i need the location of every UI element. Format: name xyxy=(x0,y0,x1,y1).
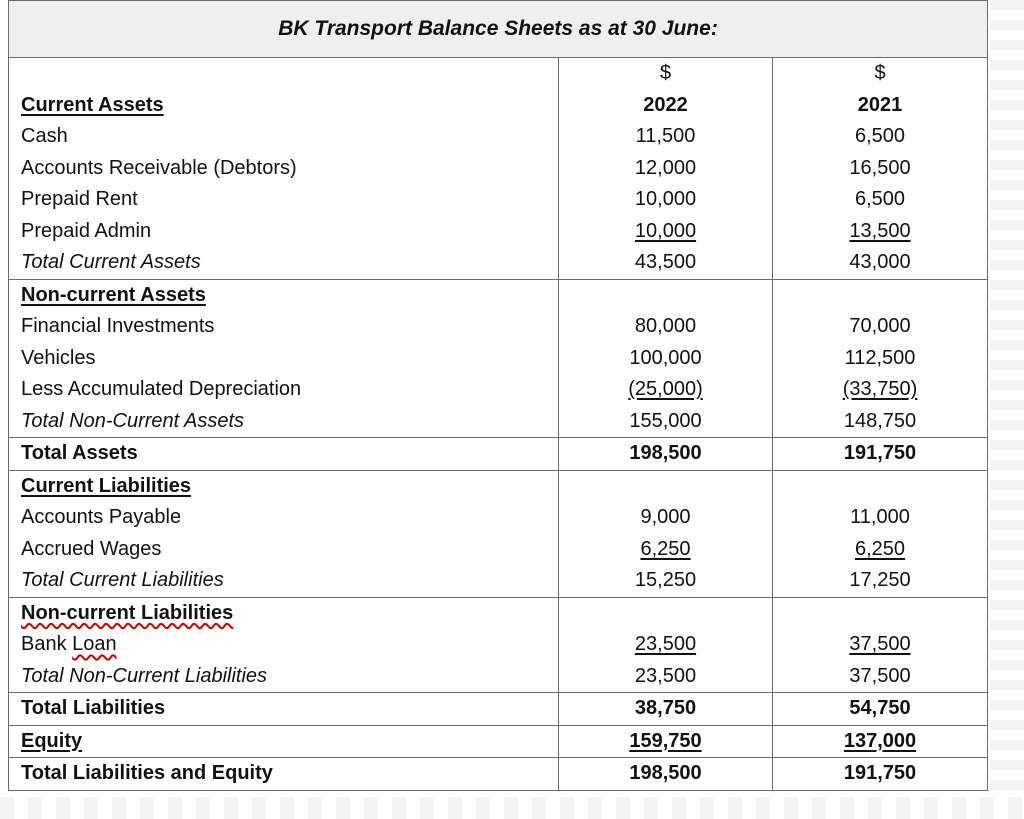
value-2022: 198,500 xyxy=(559,758,773,791)
subtotal-row xyxy=(9,661,988,693)
value-2021: 54,750 xyxy=(773,693,988,726)
row-label: Accrued Wages xyxy=(9,534,559,566)
value-2021: 37,500 xyxy=(849,633,911,655)
value-2021: 43,000 xyxy=(773,247,988,279)
value-2021: 70,000 xyxy=(773,311,988,343)
row-label: Total Assets xyxy=(9,438,559,471)
row-label: Total Liabilities and Equity xyxy=(9,758,559,791)
section-heading-row xyxy=(9,90,988,122)
total-row xyxy=(9,725,988,758)
value-2021: 17,250 xyxy=(773,565,988,597)
balance-sheet-table xyxy=(8,0,988,791)
value-2021: 11,000 xyxy=(773,502,988,534)
heading-current-liabilities: Current Liabilities xyxy=(21,474,192,497)
value-2022: 10,000 xyxy=(559,184,773,216)
subtotal-row xyxy=(9,565,988,597)
value-2021: 137,000 xyxy=(843,729,917,752)
value-2021: 37,500 xyxy=(773,661,988,693)
row-label: Bank Loan xyxy=(9,629,559,661)
row-label: Prepaid Admin xyxy=(9,216,559,248)
value-2021: 112,500 xyxy=(773,343,988,375)
currency-2022: $ xyxy=(559,58,773,90)
value-2022: 38,750 xyxy=(559,693,773,726)
value-2021: (33,750) xyxy=(842,378,918,400)
table-row xyxy=(9,121,988,153)
section-heading-row xyxy=(9,470,988,502)
table-row xyxy=(9,153,988,185)
row-label: Accounts Payable xyxy=(9,502,559,534)
table-row xyxy=(9,502,988,534)
total-row xyxy=(9,693,988,726)
value-2022: 100,000 xyxy=(559,343,773,375)
value-2021: 6,250 xyxy=(854,537,906,560)
table-row xyxy=(9,216,988,248)
value-2021: 6,500 xyxy=(773,184,988,216)
value-2022: 15,250 xyxy=(559,565,773,597)
year-2021: 2021 xyxy=(773,90,988,122)
value-2022: 159,750 xyxy=(629,729,702,752)
table-row xyxy=(9,374,988,406)
table-row xyxy=(9,343,988,375)
title-row xyxy=(9,1,988,58)
row-label: Vehicles xyxy=(9,343,559,375)
value-2022: 10,000 xyxy=(634,219,697,242)
balance-sheet xyxy=(8,0,987,791)
value-2022: 11,500 xyxy=(559,121,773,153)
value-2021: 6,500 xyxy=(773,121,988,153)
currency-2021: $ xyxy=(773,58,988,90)
value-2022: 198,500 xyxy=(559,438,773,471)
value-2022: 12,000 xyxy=(559,153,773,185)
value-2022: 80,000 xyxy=(559,311,773,343)
table-row xyxy=(9,184,988,216)
background-pattern-bottom xyxy=(0,797,1024,819)
total-row xyxy=(9,438,988,471)
value-2021: 13,500 xyxy=(849,219,911,242)
row-label: Accounts Receivable (Debtors) xyxy=(9,153,559,185)
row-label: Cash xyxy=(9,121,559,153)
row-label: Total Liabilities xyxy=(9,693,559,726)
spellcheck-flagged-word: Loan xyxy=(72,633,117,655)
subtotal-row xyxy=(9,247,988,279)
background-pattern-right xyxy=(990,0,1024,819)
value-2021: 148,750 xyxy=(773,406,988,438)
row-label: Total Non-Current Assets xyxy=(9,406,559,438)
value-2022: 9,000 xyxy=(559,502,773,534)
row-label: Total Current Assets xyxy=(9,247,559,279)
heading-noncurrent-assets: Non-current Assets xyxy=(21,283,206,306)
table-row xyxy=(9,534,988,566)
value-2022: (25,000) xyxy=(628,378,703,400)
value-2022: 43,500 xyxy=(559,247,773,279)
sheet-title: BK Transport Balance Sheets as at 30 June: xyxy=(9,1,988,58)
subtotal-row xyxy=(9,406,988,438)
year-2022: 2022 xyxy=(559,90,773,122)
heading-current-assets: Current Assets xyxy=(21,93,164,116)
section-heading-row xyxy=(9,597,988,629)
heading-noncurrent-liabilities: Non-current Liabilities xyxy=(21,601,234,624)
value-2022: 23,500 xyxy=(559,661,773,693)
table-row xyxy=(9,629,988,661)
section-heading-row xyxy=(9,279,988,311)
value-2021: 191,750 xyxy=(773,758,988,791)
row-label: Less Accumulated Depreciation xyxy=(9,374,559,406)
row-label: Total Non-Current Liabilities xyxy=(9,661,559,693)
currency-row xyxy=(9,58,988,90)
value-2022: 155,000 xyxy=(559,406,773,438)
value-2022: 23,500 xyxy=(634,633,697,655)
value-2021: 191,750 xyxy=(773,438,988,471)
value-2021: 16,500 xyxy=(773,153,988,185)
row-label: Financial Investments xyxy=(9,311,559,343)
row-label: Equity xyxy=(21,729,83,752)
value-2022: 6,250 xyxy=(640,537,691,560)
row-label: Total Current Liabilities xyxy=(9,565,559,597)
table-row xyxy=(9,311,988,343)
grand-total-row xyxy=(9,758,988,791)
row-label: Prepaid Rent xyxy=(9,184,559,216)
